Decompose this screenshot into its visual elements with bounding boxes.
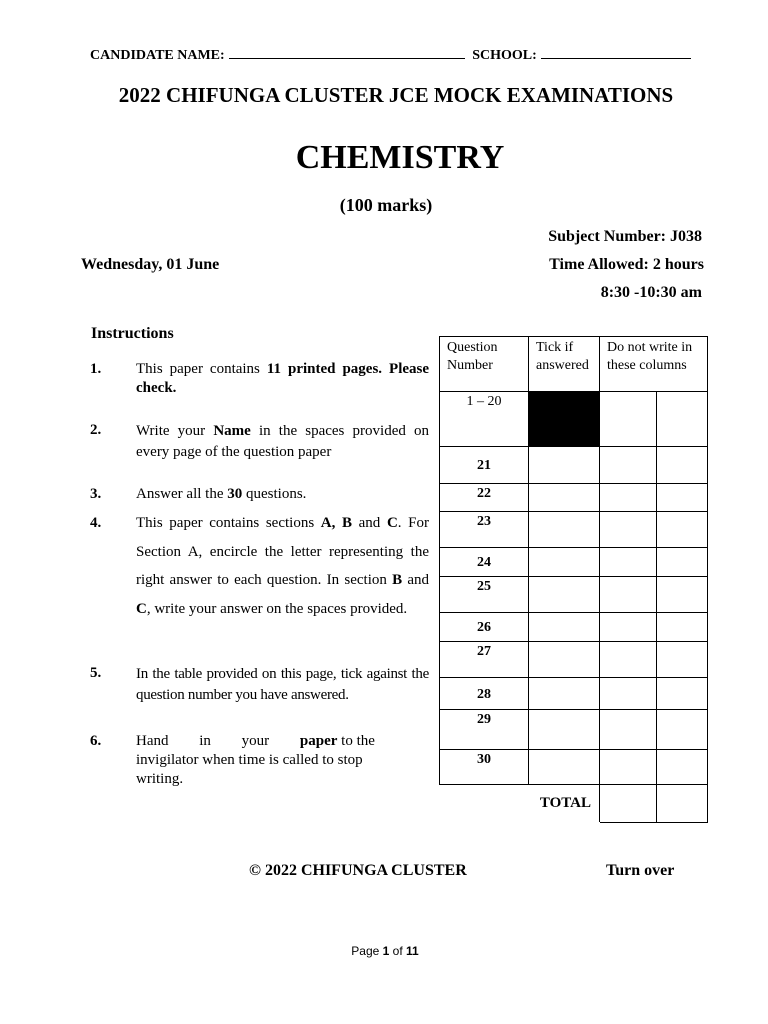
marker-cell [600, 392, 657, 447]
candidate-name-blank[interactable] [229, 46, 465, 59]
header-question-number: Question Number [440, 337, 529, 392]
instruction-number: 4. [90, 515, 102, 531]
question-number-cell: 29 [440, 710, 529, 750]
marker-cell [657, 678, 708, 710]
instruction-number: 3. [90, 486, 102, 502]
header-tick: Tick if answered [529, 337, 600, 392]
time-range: 8:30 -10:30 am [600, 284, 702, 301]
tick-cell[interactable] [529, 642, 600, 678]
tick-cell[interactable] [529, 447, 600, 484]
instructions-heading: Instructions [91, 325, 174, 342]
school-label: SCHOOL: [472, 48, 537, 63]
instruction-5: In the table provided on this page, tick against the question number you have answered. [136, 666, 429, 703]
instruction-1: This paper contains 11 printed pages. Please check. [136, 361, 430, 396]
marker-cell [657, 750, 708, 785]
total-cell [600, 785, 657, 823]
marker-cell [600, 642, 657, 678]
marker-cell [657, 642, 708, 678]
marker-cell [657, 392, 708, 447]
instruction-2: Write your Name in the spaces provided on every page of the question paper [136, 423, 429, 460]
copyright: © 2022 CHIFUNGA CLUSTER [249, 862, 467, 879]
question-number-cell: 21 [440, 447, 529, 484]
school-blank[interactable] [541, 46, 691, 59]
marker-cell [600, 447, 657, 484]
marker-cell [600, 750, 657, 785]
page-indicator: Page 1 of 11 [351, 944, 419, 958]
total-label: TOTAL [440, 785, 600, 823]
marker-cell [657, 710, 708, 750]
marker-cell [600, 577, 657, 613]
marker-cell [600, 710, 657, 750]
instruction-4: This paper contains sections A, B and C. For Section A, encircle the letter representing the right answer to each question. In section B and C, write your answer on the spaces provided. [136, 515, 429, 617]
question-number-cell: 27 [440, 642, 529, 678]
tick-cell[interactable] [529, 548, 600, 577]
tick-cell-blacked [529, 392, 600, 447]
exam-title: 2022 CHIFUNGA CLUSTER JCE MOCK EXAMINATIONS [118, 83, 674, 107]
tick-cell[interactable] [529, 577, 600, 613]
question-number-cell: 24 [440, 548, 529, 577]
tick-cell[interactable] [529, 613, 600, 642]
marker-cell [600, 678, 657, 710]
subject-title: CHEMISTRY [295, 139, 505, 176]
instruction-number: 2. [90, 422, 102, 438]
header-do-not-write: Do not write in these columns [600, 337, 708, 392]
instruction-number: 1. [90, 361, 102, 377]
subject-number: Subject Number: J038 [548, 228, 702, 245]
question-number-cell: 30 [440, 750, 529, 785]
tick-cell[interactable] [529, 710, 600, 750]
total-marks: (100 marks) [339, 195, 433, 215]
marker-cell [657, 613, 708, 642]
tick-cell[interactable] [529, 484, 600, 512]
marker-cell [657, 548, 708, 577]
question-number-cell: 28 [440, 678, 529, 710]
instruction-number: 5. [90, 665, 102, 681]
candidate-school-line [90, 46, 695, 64]
marker-cell [600, 512, 657, 548]
marker-cell [600, 613, 657, 642]
marker-cell [600, 548, 657, 577]
question-number-cell: 1 – 20 [440, 392, 529, 447]
answer-tick-table [439, 336, 708, 823]
exam-date: Wednesday, 01 June [81, 256, 220, 273]
question-number-cell: 22 [440, 484, 529, 512]
total-cell [657, 785, 708, 823]
turn-over: Turn over [606, 862, 675, 879]
instruction-number: 6. [90, 733, 102, 749]
tick-cell[interactable] [529, 678, 600, 710]
marker-cell [657, 484, 708, 512]
candidate-name-label: CANDIDATE NAME: [90, 48, 225, 63]
tick-cell[interactable] [529, 750, 600, 785]
instruction-6: Hand in your paper to the invigilator when time is called to stop writing. [136, 733, 375, 787]
marker-cell [657, 447, 708, 484]
marker-cell [657, 512, 708, 548]
tick-cell[interactable] [529, 512, 600, 548]
instruction-3: Answer all the 30 questions. [136, 486, 307, 502]
question-number-cell: 25 [440, 577, 529, 613]
marker-cell [657, 577, 708, 613]
question-number-cell: 26 [440, 613, 529, 642]
time-allowed: Time Allowed: 2 hours [549, 256, 704, 273]
question-number-cell: 23 [440, 512, 529, 548]
marker-cell [600, 484, 657, 512]
